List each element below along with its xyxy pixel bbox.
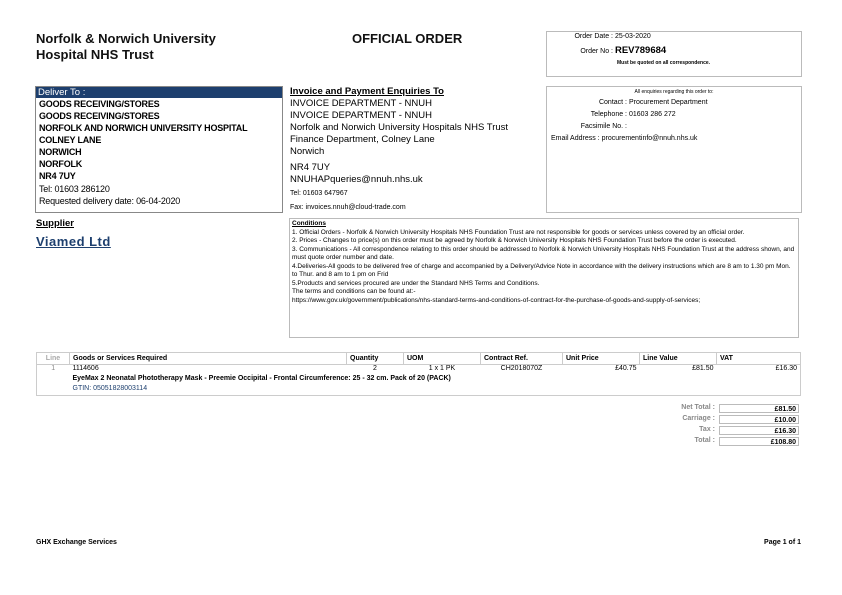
row-contract: CH2018070Z <box>500 365 543 372</box>
deliver-line: NORWICH <box>39 147 82 157</box>
email-row <box>547 133 801 145</box>
deliver-line: COLNEY LANE <box>39 135 102 145</box>
col-line-value: Line Value <box>640 353 717 365</box>
invoice-fax: Fax: invoices.nnuh@cloud-trade.com <box>290 204 406 211</box>
order-number: REV789684 <box>614 45 667 56</box>
totals-block <box>640 404 799 448</box>
deliver-line: GOODS RECEIVING/STORES <box>39 111 160 121</box>
trust-name <box>36 31 216 63</box>
total-value: £108.80 <box>719 437 799 446</box>
invoice-block <box>290 86 542 214</box>
conditions-box <box>289 218 799 338</box>
row-vat: £16.30 <box>717 365 801 376</box>
footer-service: GHX Exchange Services <box>36 539 117 546</box>
condition-line: 4.Deliveries-All goods to be delivered free of charge and accompanied by a Delivery/Advice Note in accordance with the delivery instructions which are 8 am to 1.30 pm Mon. to Thur. and 8 am to 1 pm on Frid <box>292 262 791 278</box>
order-date-row <box>547 33 801 40</box>
col-unit-price: Unit Price <box>563 353 640 365</box>
row-unit-price: £40.75 <box>615 365 637 372</box>
deliver-line: GOODS RECEIVING/STORES <box>39 99 160 109</box>
carriage-value: £10.00 <box>719 415 799 424</box>
telephone-label: Telephone : <box>590 111 627 118</box>
invoice-line: INVOICE DEPARTMENT - NNUH <box>290 110 432 121</box>
net-total-value: £81.50 <box>719 404 799 413</box>
invoice-heading: Invoice and Payment Enquiries To <box>290 86 444 97</box>
net-total-label: Net Total : <box>681 404 715 411</box>
carriage-row <box>640 415 799 426</box>
row-line: 1 <box>37 365 70 376</box>
order-info-box <box>546 31 802 77</box>
row-gtin: GTIN: 05051828003114 <box>70 385 801 396</box>
deliver-tel: Tel: 01603 286120 <box>39 184 110 194</box>
conditions-heading: Conditions <box>292 220 326 227</box>
condition-line: 2. Prices - Changes to price(s) on this order must be agreed by Norfolk & Norwich University Hospitals NHS Foundation Trust before the order is executed. <box>292 237 737 244</box>
condition-line: The terms and conditions can be found at:- <box>292 288 416 295</box>
deliver-line: NORFOLK <box>39 159 83 169</box>
page-number: Page 1 of 1 <box>764 539 801 546</box>
invoice-line: Norfolk and Norwich University Hospitals NHS Trust <box>290 122 509 133</box>
col-uom: UOM <box>404 353 481 365</box>
net-total-row <box>640 404 799 415</box>
enquiries-box <box>546 86 802 213</box>
requested-delivery-date: Requested delivery date: 06-04-2020 <box>39 196 181 206</box>
col-vat: VAT <box>717 353 801 365</box>
supplier-name: Viamed Ltd <box>36 234 111 249</box>
condition-line: 1. Official Orders - Norfolk & Norwich University Hospitals NHS Foundation Trust are not responsible for goods or services unless covered by an official order. <box>292 228 745 236</box>
row-description: EyeMax 2 Neonatal Phototherapy Mask - Preemie Occipital - Frontal Circumference: 25 - 32 cm. Pack of 20 (PACK) <box>70 375 801 385</box>
order-no-label: Order No : <box>580 48 613 55</box>
trust-name-line1: Norfolk & Norwich University <box>36 31 216 46</box>
table-header-row <box>37 353 801 365</box>
table-row-description <box>37 375 801 385</box>
deliver-to-box <box>35 86 283 213</box>
condition-line: 5.Products and services procured are under the Standard NHS Terms and Conditions. <box>292 279 540 287</box>
deliver-line: NORFOLK AND NORWICH UNIVERSITY HOSPITAL <box>39 123 248 133</box>
contact-label: Contact : <box>598 99 627 106</box>
facsimile-row <box>547 121 801 133</box>
invoice-line: Finance Department, Colney Lane <box>290 134 435 145</box>
table-row-gtin <box>37 385 801 396</box>
condition-line: https://www.gov.uk/government/publications/nhs-standard-terms-and-conditions-of-contract-for-the-purchase-of-goods-and-supply-of-services; <box>292 296 701 304</box>
table-row <box>37 365 801 376</box>
invoice-tel: Tel: 01603 647967 <box>290 190 348 197</box>
row-line-value: £81.50 <box>692 365 714 372</box>
invoice-line: INVOICE DEPARTMENT - NNUH <box>290 98 432 109</box>
email-value: procurementinfo@nnuh.nhs.uk <box>601 135 698 142</box>
deliver-line: NR4 7UY <box>39 171 76 181</box>
enquiries-heading: All enquiries regarding this order to: <box>634 89 714 95</box>
facsimile-label: Facsimile No. : <box>580 123 627 130</box>
telephone-row <box>547 109 801 121</box>
order-lines-table <box>36 352 801 396</box>
row-uom: 1 x 1 PK <box>428 365 456 372</box>
tax-label: Tax : <box>699 426 715 433</box>
condition-line: 3. Communications - All correspondence relating to this order should be addressed to Norfolk & Norwich University Hospitals NHS Foundation Trust at the address shown, and must quote order number and date. <box>292 245 795 261</box>
contact-row <box>547 97 801 109</box>
email-label: Email Address : <box>551 135 600 142</box>
invoice-line: Norwich <box>290 146 325 157</box>
row-code: 1114606 <box>72 365 99 372</box>
invoice-email: NNUHAPqueries@nnuh.nhs.uk <box>290 174 423 185</box>
order-no-note: Must be quoted on all correspondence. <box>617 60 711 66</box>
invoice-postcode: NR4 7UY <box>290 162 331 173</box>
telephone-value: 01603 286 272 <box>628 111 676 118</box>
row-quantity: 2 <box>373 365 377 372</box>
document-title: OFFICIAL ORDER <box>352 31 463 46</box>
tax-row <box>640 426 799 437</box>
total-row <box>640 437 799 448</box>
col-line: Line <box>37 353 70 365</box>
col-goods: Goods or Services Required <box>70 353 347 365</box>
col-quantity: Quantity <box>347 353 404 365</box>
tax-value: £16.30 <box>719 426 799 435</box>
carriage-label: Carriage : <box>682 415 715 422</box>
deliver-to-heading: Deliver To : <box>36 87 282 98</box>
supplier-label: Supplier <box>36 218 75 229</box>
total-label: Total : <box>694 437 715 444</box>
col-contract: Contract Ref. <box>481 353 563 365</box>
order-no-row <box>547 45 801 56</box>
order-date: 25-03-2020 <box>614 33 651 40</box>
order-date-label: Order Date : <box>574 33 613 40</box>
contact-value: Procurement Department <box>628 99 708 106</box>
trust-name-line2: Hospital NHS Trust <box>36 47 154 62</box>
